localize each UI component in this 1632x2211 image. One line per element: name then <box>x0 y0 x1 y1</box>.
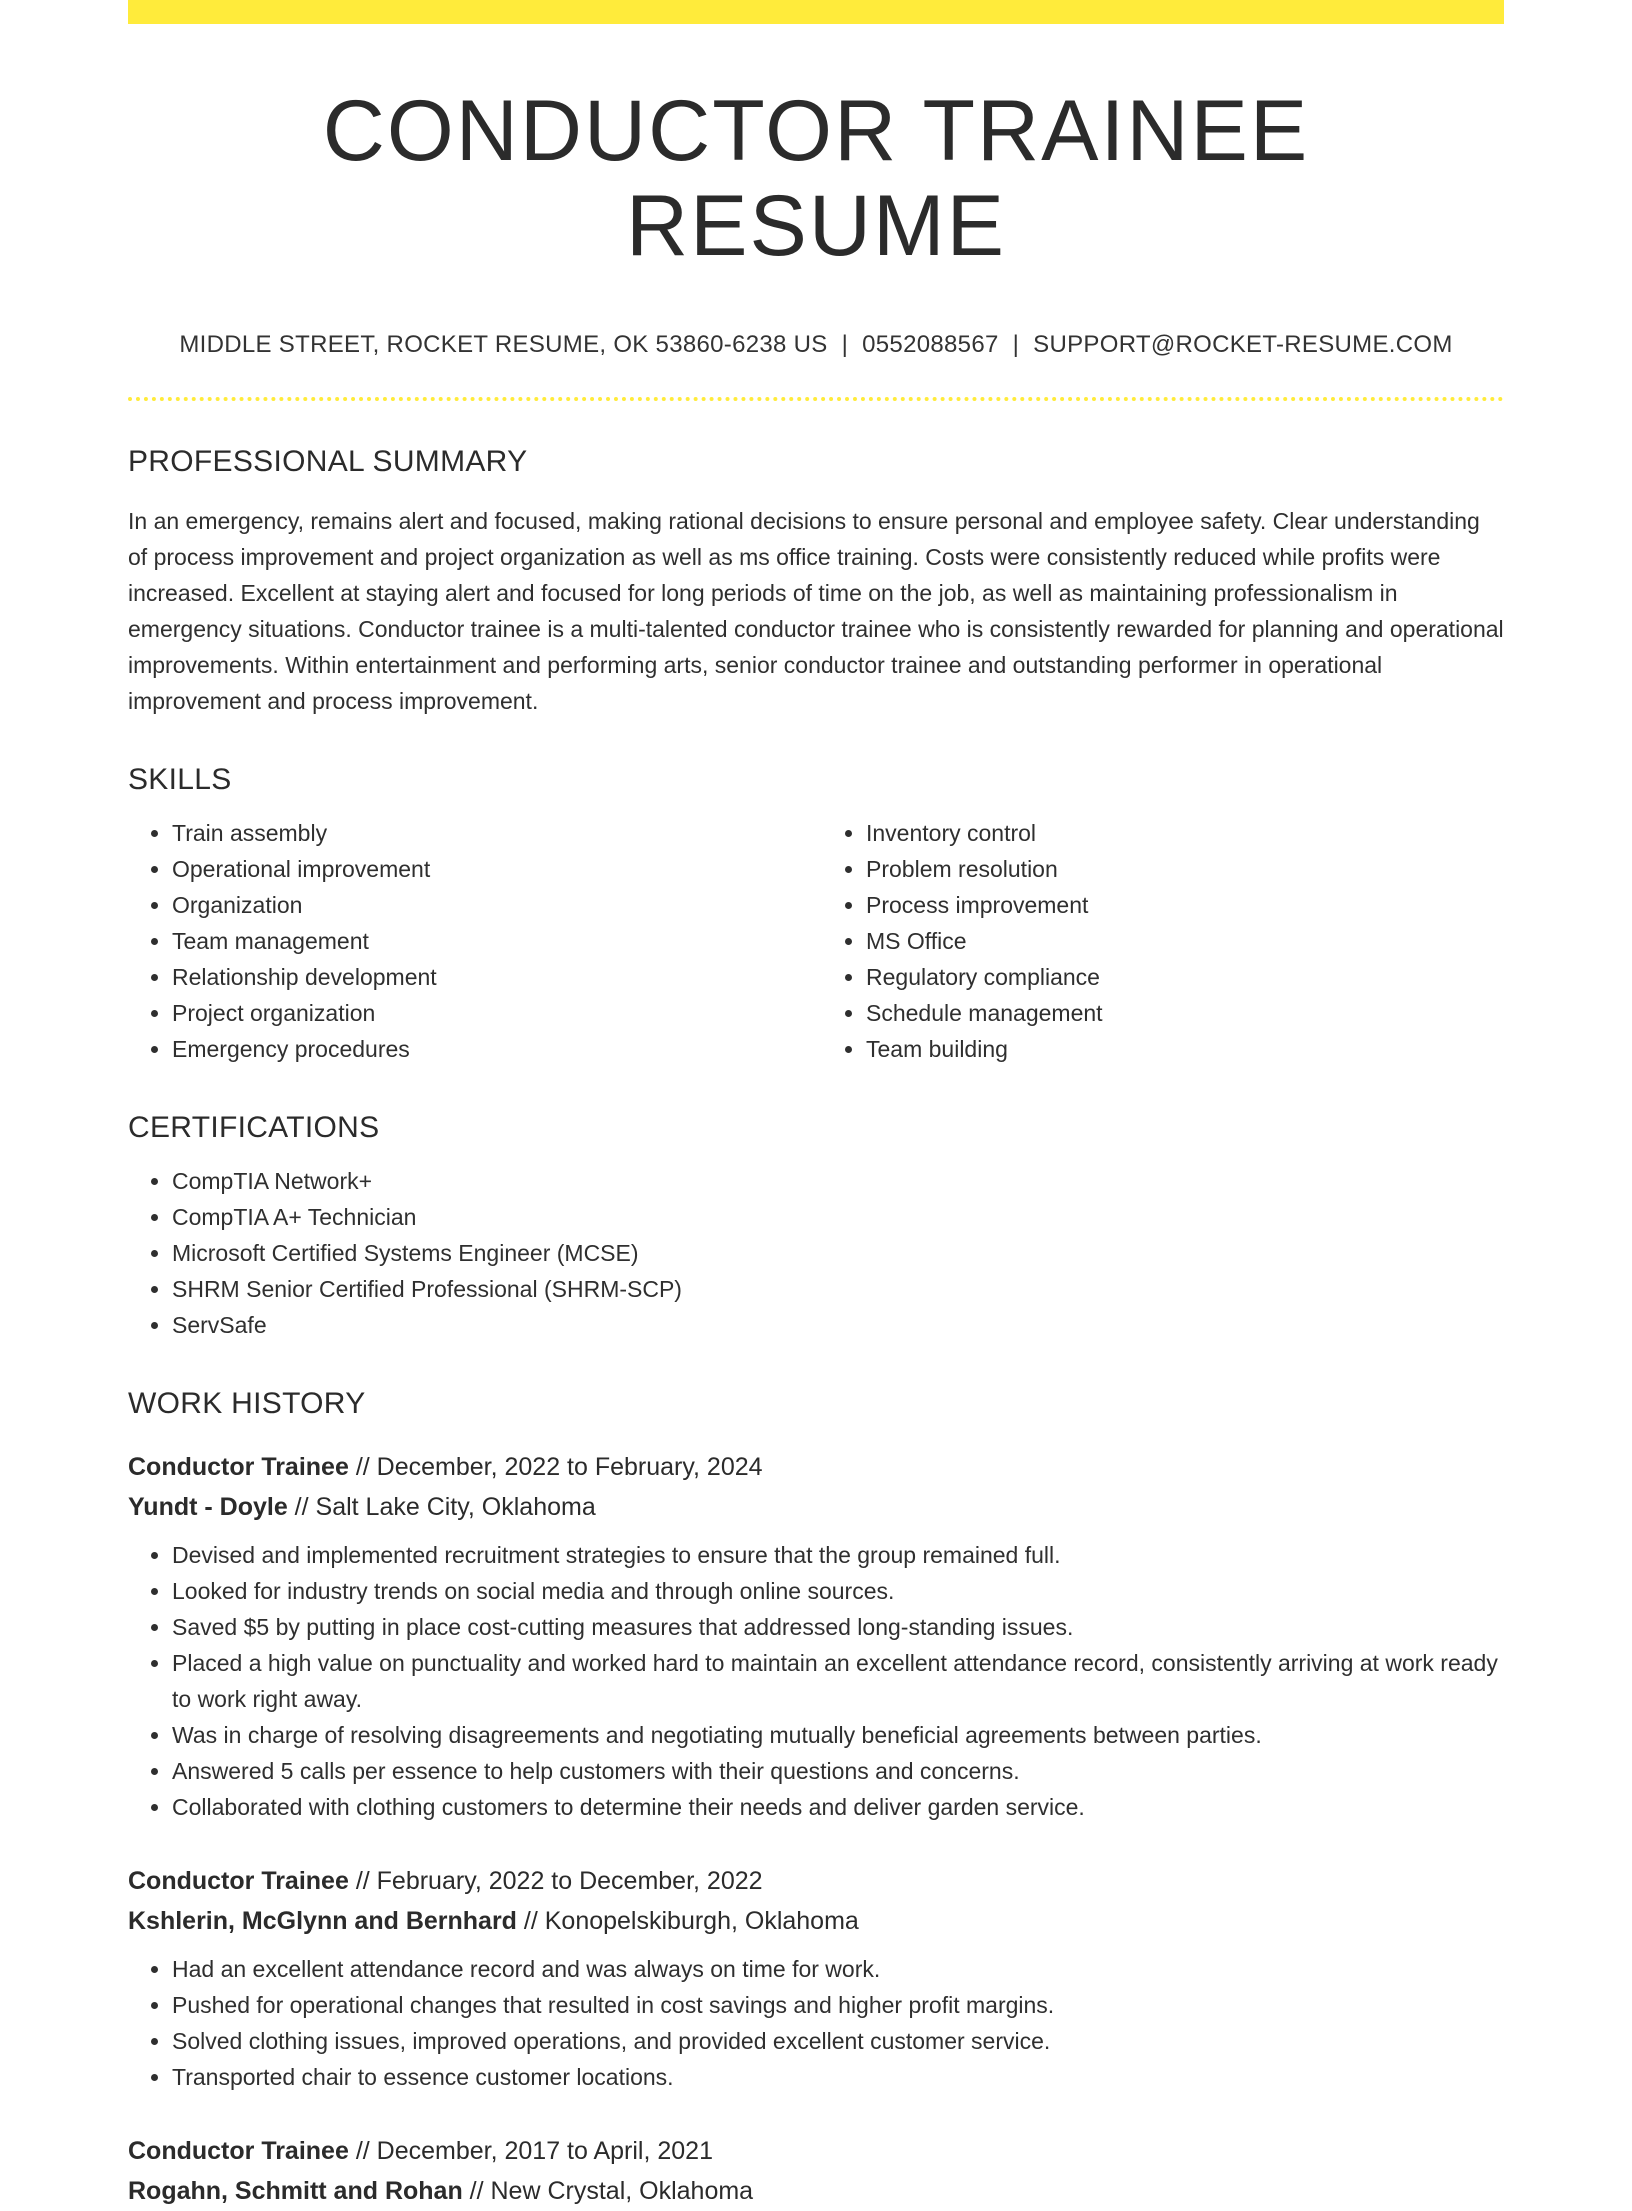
skill-item: • Relationship development <box>172 959 816 995</box>
job-bullet: • Looked for industry trends on social media and through online sources. <box>172 1573 1504 1609</box>
job-role-line <box>128 2131 1504 2171</box>
job-dates: // December, 2022 to February, 2024 <box>348 1453 763 1482</box>
job-company: Rogahn, Schmitt and Rohan <box>128 2177 463 2206</box>
work-history-section <box>128 1387 1504 2211</box>
skill-item: • Inventory control <box>866 815 1504 851</box>
skills-section <box>128 763 1504 1067</box>
job-bullet: • Had an excellent attendance record and was always on time for work. <box>172 1951 1504 1987</box>
job-entry <box>128 2131 1504 2211</box>
job-dates: // February, 2022 to December, 2022 <box>348 1867 763 1896</box>
job-bullet: • Solved clothing issues, improved operations, and provided excellent customer service. <box>172 2023 1504 2059</box>
skill-item: • Regulatory compliance <box>866 959 1504 995</box>
job-company-line <box>128 1901 1504 1941</box>
resume-title: CONDUCTOR TRAINEE RESUME <box>322 83 1310 274</box>
job-company: Yundt - Doyle <box>128 1493 288 1522</box>
skill-item: • Operational improvement <box>172 851 816 887</box>
section-title-skills: SKILLS <box>128 763 232 797</box>
job-bullet: • Saved $5 by putting in place cost-cutting measures that addressed long-standing issues. <box>172 1609 1504 1645</box>
phone: 0552088567 <box>862 331 999 359</box>
skill-item: • Process improvement <box>866 887 1504 923</box>
skills-grid <box>128 797 1504 1067</box>
certification-item: • Microsoft Certified Systems Engineer (MCSE) <box>172 1235 1504 1271</box>
certification-item: • SHRM Senior Certified Professional (SHRM-SCP) <box>172 1271 1504 1307</box>
skill-item: • Schedule management <box>866 995 1504 1031</box>
header-divider <box>128 397 1504 401</box>
section-title-certifications: CERTIFICATIONS <box>128 1111 380 1145</box>
job-bullet: • Collaborated with clothing customers to determine their needs and deliver garden service. <box>172 1789 1504 1825</box>
contact-line <box>128 331 1504 359</box>
job-bullet: • Transported chair to essence customer locations. <box>172 2059 1504 2095</box>
summary-text: In an emergency, remains alert and focused, making rational decisions to ensure personal and employee safety. Clear understanding of process improvement and project organization as well as ms office training. Costs were consistently reduced while profits were increased. Excellent at staying alert and focused for long periods of time on the job, as well as maintaining professionalism in emergency situations. Conductor trainee is a multi-talented conductor trainee who is consistently rewarded for planning and operational improvements. Within entertainment and performing arts, senior conductor trainee and outstanding performer in operational improvement and process improvement. <box>128 508 1504 715</box>
job-bullet: • Answered 5 calls per essence to help customers with their questions and concerns. <box>172 1753 1504 1789</box>
job-bullet: • Placed a high value on punctuality and worked hard to maintain an excellent attendance record, consistently arriving at work ready to work right away. <box>172 1645 1504 1717</box>
skill-item: • Problem resolution <box>866 851 1504 887</box>
job-bullet: • Devised and implemented recruitment strategies to ensure that the group remained full. <box>172 1537 1504 1573</box>
contact-separator: | <box>841 331 849 359</box>
email: SUPPORT@ROCKET-RESUME.COM <box>1033 331 1453 359</box>
contact-separator: | <box>1012 331 1020 359</box>
job-company-line <box>128 1487 1504 1527</box>
job-location: // Salt Lake City, Oklahoma <box>287 1493 596 1522</box>
job-entry <box>128 1861 1504 2095</box>
job-bullet: • Pushed for operational changes that resulted in cost savings and higher profit margins. <box>172 1987 1504 2023</box>
job-entry <box>128 1447 1504 1825</box>
resume-page <box>128 0 1504 2211</box>
certifications-list <box>128 1163 1504 1343</box>
top-accent-bar <box>128 0 1504 24</box>
job-company: Kshlerin, McGlynn and Bernhard <box>128 1907 517 1936</box>
skill-item: • MS Office <box>866 923 1504 959</box>
skill-item: • Team building <box>866 1031 1504 1067</box>
job-bullets <box>128 1537 1504 1825</box>
job-dates: // December, 2017 to April, 2021 <box>348 2137 713 2166</box>
skill-item: • Organization <box>172 887 816 923</box>
job-company-line <box>128 2171 1504 2211</box>
certification-item: • ServSafe <box>172 1307 1504 1343</box>
job-role: Conductor Trainee <box>128 1867 349 1896</box>
job-location: // New Crystal, Oklahoma <box>462 2177 754 2206</box>
skill-item: • Team management <box>172 923 816 959</box>
section-title-work-history: WORK HISTORY <box>128 1387 366 1421</box>
section-title-summary: PROFESSIONAL SUMMARY <box>128 445 528 479</box>
summary-section <box>128 445 1504 719</box>
skill-item: • Train assembly <box>172 815 816 851</box>
job-bullet: • Was in charge of resolving disagreements and negotiating mutually beneficial agreements between parties. <box>172 1717 1504 1753</box>
skills-list-right <box>816 815 1504 1067</box>
address: MIDDLE STREET, ROCKET RESUME, OK 53860-6238 US <box>179 331 828 359</box>
job-bullets <box>128 1951 1504 2095</box>
skill-item: • Emergency procedures <box>172 1031 816 1067</box>
job-role: Conductor Trainee <box>128 2137 349 2166</box>
certifications-section <box>128 1111 1504 1343</box>
job-location: // Konopelskiburgh, Oklahoma <box>516 1907 859 1936</box>
skill-item: • Project organization <box>172 995 816 1031</box>
skills-list-left <box>128 815 816 1067</box>
job-role-line <box>128 1861 1504 1901</box>
job-role-line <box>128 1447 1504 1487</box>
job-role: Conductor Trainee <box>128 1453 349 1482</box>
certification-item: • CompTIA A+ Technician <box>172 1199 1504 1235</box>
certification-item: • CompTIA Network+ <box>172 1163 1504 1199</box>
